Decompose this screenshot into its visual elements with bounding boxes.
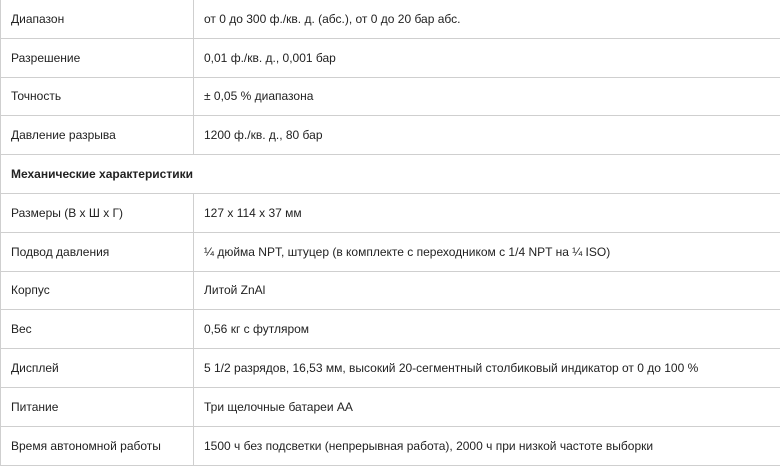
spec-label: Точность — [1, 77, 194, 116]
section-title: Механические характеристики — [1, 155, 780, 194]
spec-row-dimensions — [1, 193, 780, 232]
spec-row-burst-pressure — [1, 116, 780, 155]
spec-label: Дисплей — [1, 349, 194, 388]
spec-row-range — [1, 0, 780, 38]
spec-row-pressure-connection — [1, 232, 780, 271]
spec-label: Время автономной работы — [1, 426, 194, 465]
spec-value: 0,56 кг с футляром — [194, 310, 780, 349]
spec-value: Литой ZnAl — [194, 271, 780, 310]
spec-label: Размеры (В x Ш x Г) — [1, 193, 194, 232]
spec-row-battery-life — [1, 426, 780, 465]
spec-row-resolution — [1, 38, 780, 77]
spec-value: от 0 до 300 ф./кв. д. (абс.), от 0 до 20 бар абс. — [194, 0, 780, 38]
spec-value: ± 0,05 % диапазона — [194, 77, 780, 116]
spec-value: ¼ дюйма NPT, штуцер (в комплекте с переходником с 1/4 NPT на ¼ ISO) — [194, 232, 780, 271]
spec-label: Питание — [1, 387, 194, 426]
spec-value: 1500 ч без подсветки (непрерывная работа), 2000 ч при низкой частоте выборки — [194, 426, 780, 465]
spec-value: 1200 ф./кв. д., 80 бар — [194, 116, 780, 155]
spec-row-housing — [1, 271, 780, 310]
spec-value: 5 1/2 разрядов, 16,53 мм, высокий 20-сегментный столбиковый индикатор от 0 до 100 % — [194, 349, 780, 388]
spec-label: Давление разрыва — [1, 116, 194, 155]
spec-label: Вес — [1, 310, 194, 349]
spec-value: Три щелочные батареи АА — [194, 387, 780, 426]
spec-label: Подвод давления — [1, 232, 194, 271]
spec-value: 127 x 114 x 37 мм — [194, 193, 780, 232]
spec-label: Разрешение — [1, 38, 194, 77]
section-header-mechanical — [1, 155, 780, 194]
spec-label: Корпус — [1, 271, 194, 310]
spec-label: Диапазон — [1, 0, 194, 38]
spec-row-weight — [1, 310, 780, 349]
spec-row-accuracy — [1, 77, 780, 116]
spec-row-power — [1, 387, 780, 426]
spec-value: 0,01 ф./кв. д., 0,001 бар — [194, 38, 780, 77]
spec-row-display — [1, 349, 780, 388]
